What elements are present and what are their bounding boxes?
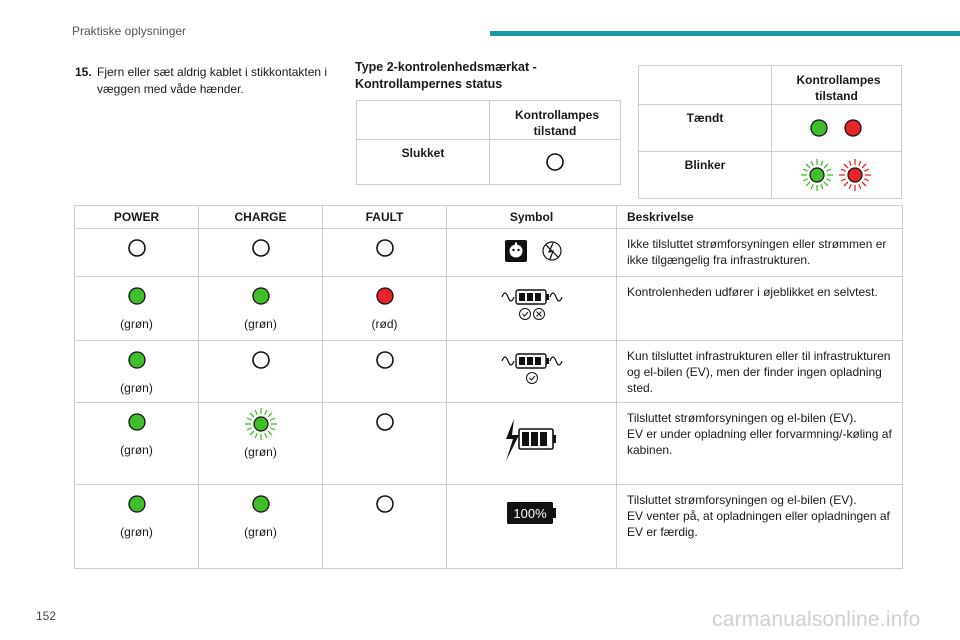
led-green-icon	[126, 493, 148, 515]
col-header-symbol: Symbol	[447, 206, 617, 229]
led-color-label: (grøn)	[244, 445, 277, 459]
led-color-label: (grøn)	[244, 525, 277, 539]
section-header: Praktiske oplysninger	[72, 24, 187, 38]
status-label-off: Slukket	[357, 140, 490, 185]
battery-full-symbol-icon	[502, 499, 562, 529]
row-description: Ikke tilsluttet strømforsyningen eller strømmen er ikke tilgængelig fra infrastrukturen.	[617, 229, 903, 277]
status-table-off	[356, 100, 621, 185]
led-color-label: (grøn)	[120, 381, 153, 395]
led-color-label: (grøn)	[244, 317, 277, 331]
type-heading	[355, 59, 585, 93]
status-label-blink: Blinker	[639, 152, 772, 199]
status-label-on: Tændt	[639, 105, 772, 152]
led-on-green-red-icon	[805, 116, 869, 140]
led-color-label: (grøn)	[120, 443, 153, 457]
col-header-charge: CHARGE	[199, 206, 323, 229]
page-number: 152	[36, 609, 57, 623]
type-heading-line2: Kontrollampernes status	[355, 77, 503, 91]
led-off-icon	[544, 151, 566, 173]
row-description: Tilsluttet strømforsyningen og el-bilen (EV). EV er under opladning eller forvarmning/-køling af kabinen.	[617, 403, 903, 485]
led-green-icon	[126, 349, 148, 371]
note-text: Fjern eller sæt aldrig kablet i stikkontakten i væggen med våde hænder.	[97, 65, 328, 96]
led-off-icon	[374, 411, 396, 433]
status-table-on	[638, 65, 902, 199]
led-green-icon	[126, 285, 148, 307]
row-description: Kun tilsluttet infrastrukturen eller til infrastrukturen og el-bilen (EV), men der finder ingen opladning sted.	[617, 341, 903, 403]
row-description: Kontrolenheden udfører i øjeblikket en selvtest.	[617, 277, 903, 341]
status-header: Kontrollampes tilstand	[490, 101, 621, 140]
table-row	[75, 403, 903, 485]
led-color-label: (rød)	[371, 317, 398, 331]
led-blink-green-red-icon	[799, 157, 875, 193]
connected-symbol-icon	[492, 349, 572, 387]
table-row	[75, 229, 903, 277]
charging-symbol-icon	[497, 417, 567, 463]
col-header-power: POWER	[75, 206, 199, 229]
led-off-icon	[374, 493, 396, 515]
led-off-icon	[250, 237, 272, 259]
watermark: carmanualsonline.info	[712, 608, 921, 631]
led-off-icon	[374, 237, 396, 259]
led-green-icon	[250, 493, 272, 515]
led-green-blink-icon	[244, 407, 278, 441]
note-number: 15.	[75, 65, 92, 79]
table-row	[75, 485, 903, 569]
col-header-fault: FAULT	[323, 206, 447, 229]
led-off-cell	[490, 140, 621, 185]
led-off-icon	[250, 349, 272, 371]
self-test-symbol-icon	[492, 285, 572, 323]
status-header: Kontrollampes tilstand	[772, 66, 902, 105]
battery-label: 100%	[512, 506, 547, 521]
table-row	[75, 277, 903, 341]
led-green-icon	[250, 285, 272, 307]
type-heading-line1: Type 2-kontrolenhedsmærkat -	[355, 60, 537, 74]
led-red-icon	[374, 285, 396, 307]
table-row	[75, 341, 903, 403]
status-main-table	[74, 205, 903, 569]
led-green-icon	[126, 411, 148, 433]
led-on-cell	[772, 105, 902, 152]
led-off-icon	[374, 349, 396, 371]
led-color-label: (grøn)	[120, 525, 153, 539]
led-blink-cell	[772, 152, 902, 199]
led-off-icon	[126, 237, 148, 259]
row-description: Tilsluttet strømforsyningen og el-bilen (EV). EV venter på, at opladningen eller opladningen af EV er færdig.	[617, 485, 903, 569]
col-header-desc: Beskrivelse	[617, 206, 903, 229]
led-color-label: (grøn)	[120, 317, 153, 331]
safety-note	[75, 64, 345, 98]
no-power-symbol-icon	[497, 237, 567, 265]
header-rule	[490, 31, 960, 36]
